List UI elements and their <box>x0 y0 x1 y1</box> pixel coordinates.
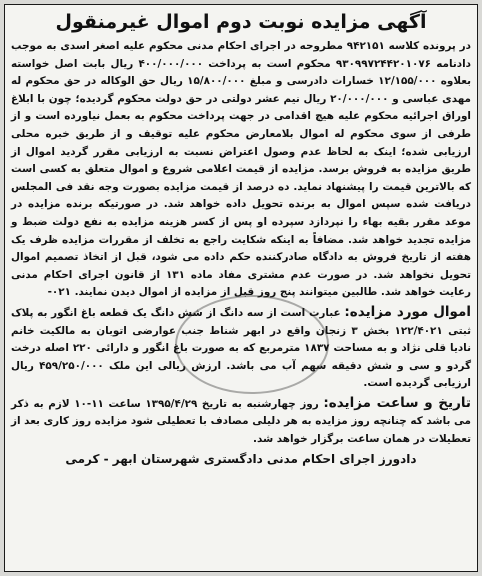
date-heading: تاریخ و ساعت مزایده: <box>323 394 471 411</box>
date-section <box>11 395 471 449</box>
notice-content <box>5 5 477 466</box>
notice-body: در پرونده کلاسه ۹۴۲۱۵۱ مطروحه در اجرای احکام مدنی محکوم علیه اصغر اسدی به موجب دادنامه ۹۳۰۹۹۷۲۴۴۲۰۱۰۷۶ محکوم است به پرداخت ۴۰۰/۰۰۰/۰۰۰ ریال بابت اصل خواسته بعلاوه ۱۲/۱۵۵/۰۰۰ خسارات دادرسی و مبلغ ۱۵/۸۰۰/۰۰۰ ریال حق الوکاله در حق محکوم له مهدی عباسی و ۲۰/۰۰۰/۰۰۰ ریال نیم عشر دولتی در حق دولت محکوم گردیده؛ چون با ابلاغ اوراق اجرائیه محکوم علیه هیچ اقدامی در جهت پرداخت محکوم به بعمل نیاورده است و از طرفی از سوی محکوم له اموال بلامعارض محکوم علیه توقیف و از طریق خبره محلی ارزیابی شده؛ اینک به لحاظ عدم وصول اعتراض نسبت به ارزیابی مقرر گردید اموال از طریق مزایده به فروش برسد. مزایده از قیمت اعلامی شروع و اموال متعلق به کسی است که بالاترین قیمت را پیشنهاد نماید. ده درصد از قیمت مزایده بصورت وجه نقد فی المجلس دریافت شده سپس اموال به برنده تحویل داده خواهد شد. در صورتیکه برنده مزایده در موعد مقرر بقیه بهاء را نپردازد سپرده او پس از کسر هزینه مزایده به نفع دولت ضبط و مزایده تجدید خواهد شد. مضافاً به اینکه شکایت راجع به تخلف از مقررات مزایده ظرف یک هفته از تاریخ فروش به دادگاه صادرکننده حکم داده می شود، قبل از اتخاذ تصمیم اموال تحویل نخواهد شد. در صورت عدم مشتری مفاد ماده ۱۳۱ از قانون اجرای احکام مدنی رعایت خواهد شد. طالبین میتوانند پنج روز قبل از مزایده از اموال دیدن نمایند. ۰۲۱- <box>11 40 471 299</box>
property-text: عبارت است از سه دانگ از شش دانگ یک قطعه باغ انگور به پلاک ثبتی ۱۲۲/۴۰۲۱ بخش ۳ زنجان واقع در ابهر شناط جنب عوارضی اتوبان به مالکیت خانم نادیا قلی نژاد و به مساحت ۱۸۳۷ مترمربع که به صورت باغ انگور و دارائی ۲۲۰ اصله درخت گردو و سی و شش دقیقه سهم آب می باشد. ارزش ریالی این ملک ۴۵۹/۲۵۰/۰۰۰ ریال ارزیابی گردیده است. <box>11 306 471 390</box>
date-text: روز چهارشنبه به تاریخ ۱۳۹۵/۴/۲۹ ساعت ۱۱-۱۰ لازم به ذکر می باشد که چنانچه روز مزایده به هر دلیلی مصادف با تعطیلی شود مزایده روز کاری بعد از تعطیلات در همان ساعت برگزار خواهد شد. <box>11 397 471 446</box>
notice-title: آگهی مزایده نوبت دوم اموال غیرمنقول <box>55 11 427 33</box>
property-heading: اموال مورد مزایده: <box>344 303 471 320</box>
notice-signature: دادورز اجرای احکام مدنی دادگستری شهرستان ابهر - کرمی <box>65 451 417 466</box>
notice-page <box>4 4 478 572</box>
property-section <box>11 304 471 393</box>
